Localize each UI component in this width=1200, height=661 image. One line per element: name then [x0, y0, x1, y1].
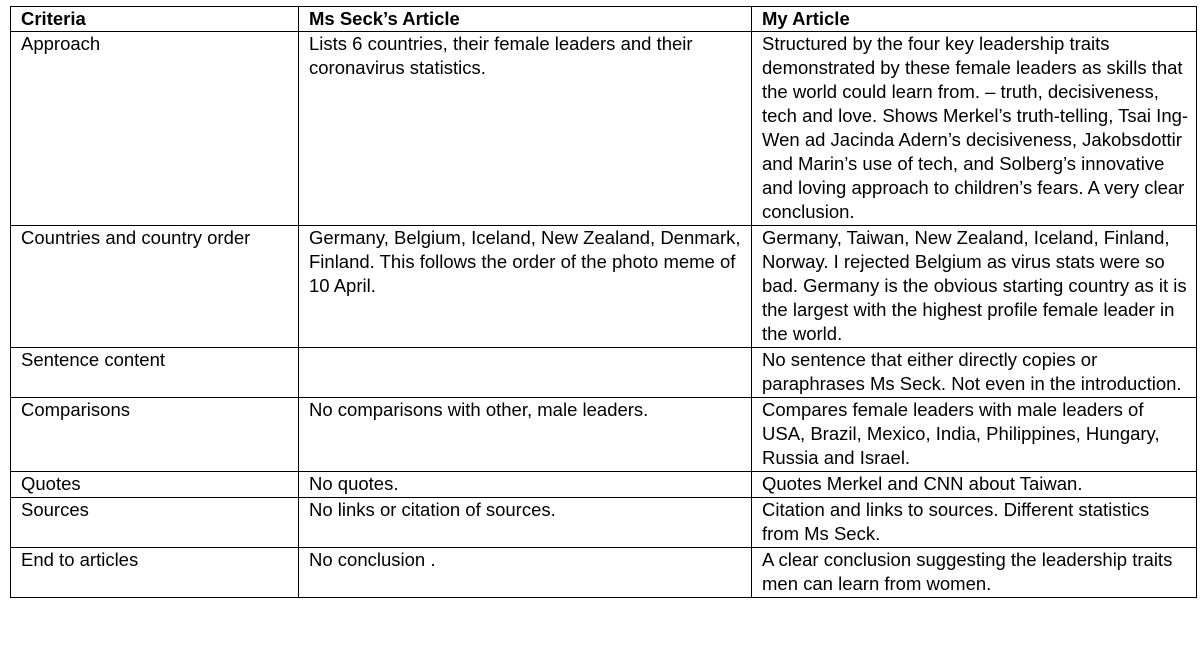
- comparison-table: [10, 6, 1197, 598]
- seck-article-cell: Germany, Belgium, Iceland, New Zealand, Denmark, Finland. This follows the order of the photo meme of 10 April.: [299, 226, 752, 348]
- table-row: [11, 498, 1197, 548]
- table-row: [11, 398, 1197, 472]
- my-article-cell: A clear conclusion suggesting the leadership traits men can learn from women.: [752, 548, 1197, 598]
- seck-article-cell: No comparisons with other, male leaders.: [299, 398, 752, 472]
- my-article-cell: Citation and links to sources. Different statistics from Ms Seck.: [752, 498, 1197, 548]
- my-article-cell: Structured by the four key leadership traits demonstrated by these female leaders as skills that the world could learn from. – truth, decisiveness, tech and love. Shows Merkel’s truth-telling, Tsai Ing-Wen ad Jacinda Adern’s decisiveness, Jakobsdottir and Marin’s use of tech, and Solberg’s innovative and loving approach to children’s fears. A very clear conclusion.: [752, 32, 1197, 226]
- seck-article-cell: Lists 6 countries, their female leaders and their coronavirus statistics.: [299, 32, 752, 226]
- table-row: [11, 226, 1197, 348]
- seck-article-cell: No quotes.: [299, 472, 752, 498]
- header-criteria: Criteria: [11, 7, 299, 32]
- my-article-cell: No sentence that either directly copies or paraphrases Ms Seck. Not even in the introduction.: [752, 348, 1197, 398]
- seck-article-cell: [299, 348, 752, 398]
- table-row: [11, 472, 1197, 498]
- table-row: [11, 32, 1197, 226]
- criteria-cell: Sources: [11, 498, 299, 548]
- criteria-cell: Countries and country order: [11, 226, 299, 348]
- criteria-cell: Approach: [11, 32, 299, 226]
- table-row: [11, 548, 1197, 598]
- seck-article-cell: No links or citation of sources.: [299, 498, 752, 548]
- my-article-cell: Quotes Merkel and CNN about Taiwan.: [752, 472, 1197, 498]
- criteria-cell: End to articles: [11, 548, 299, 598]
- table-header-row: [11, 7, 1197, 32]
- header-my-article: My Article: [752, 7, 1197, 32]
- criteria-cell: Sentence content: [11, 348, 299, 398]
- seck-article-cell: No conclusion .: [299, 548, 752, 598]
- my-article-cell: Compares female leaders with male leaders of USA, Brazil, Mexico, India, Philippines, Hungary, Russia and Israel.: [752, 398, 1197, 472]
- my-article-cell: Germany, Taiwan, New Zealand, Iceland, Finland, Norway. I rejected Belgium as virus stats were so bad. Germany is the obvious starting country as it is the largest with the highest profile female leader in the world.: [752, 226, 1197, 348]
- header-ms-seck-article: Ms Seck’s Article: [299, 7, 752, 32]
- criteria-cell: Comparisons: [11, 398, 299, 472]
- table-row: [11, 348, 1197, 398]
- criteria-cell: Quotes: [11, 472, 299, 498]
